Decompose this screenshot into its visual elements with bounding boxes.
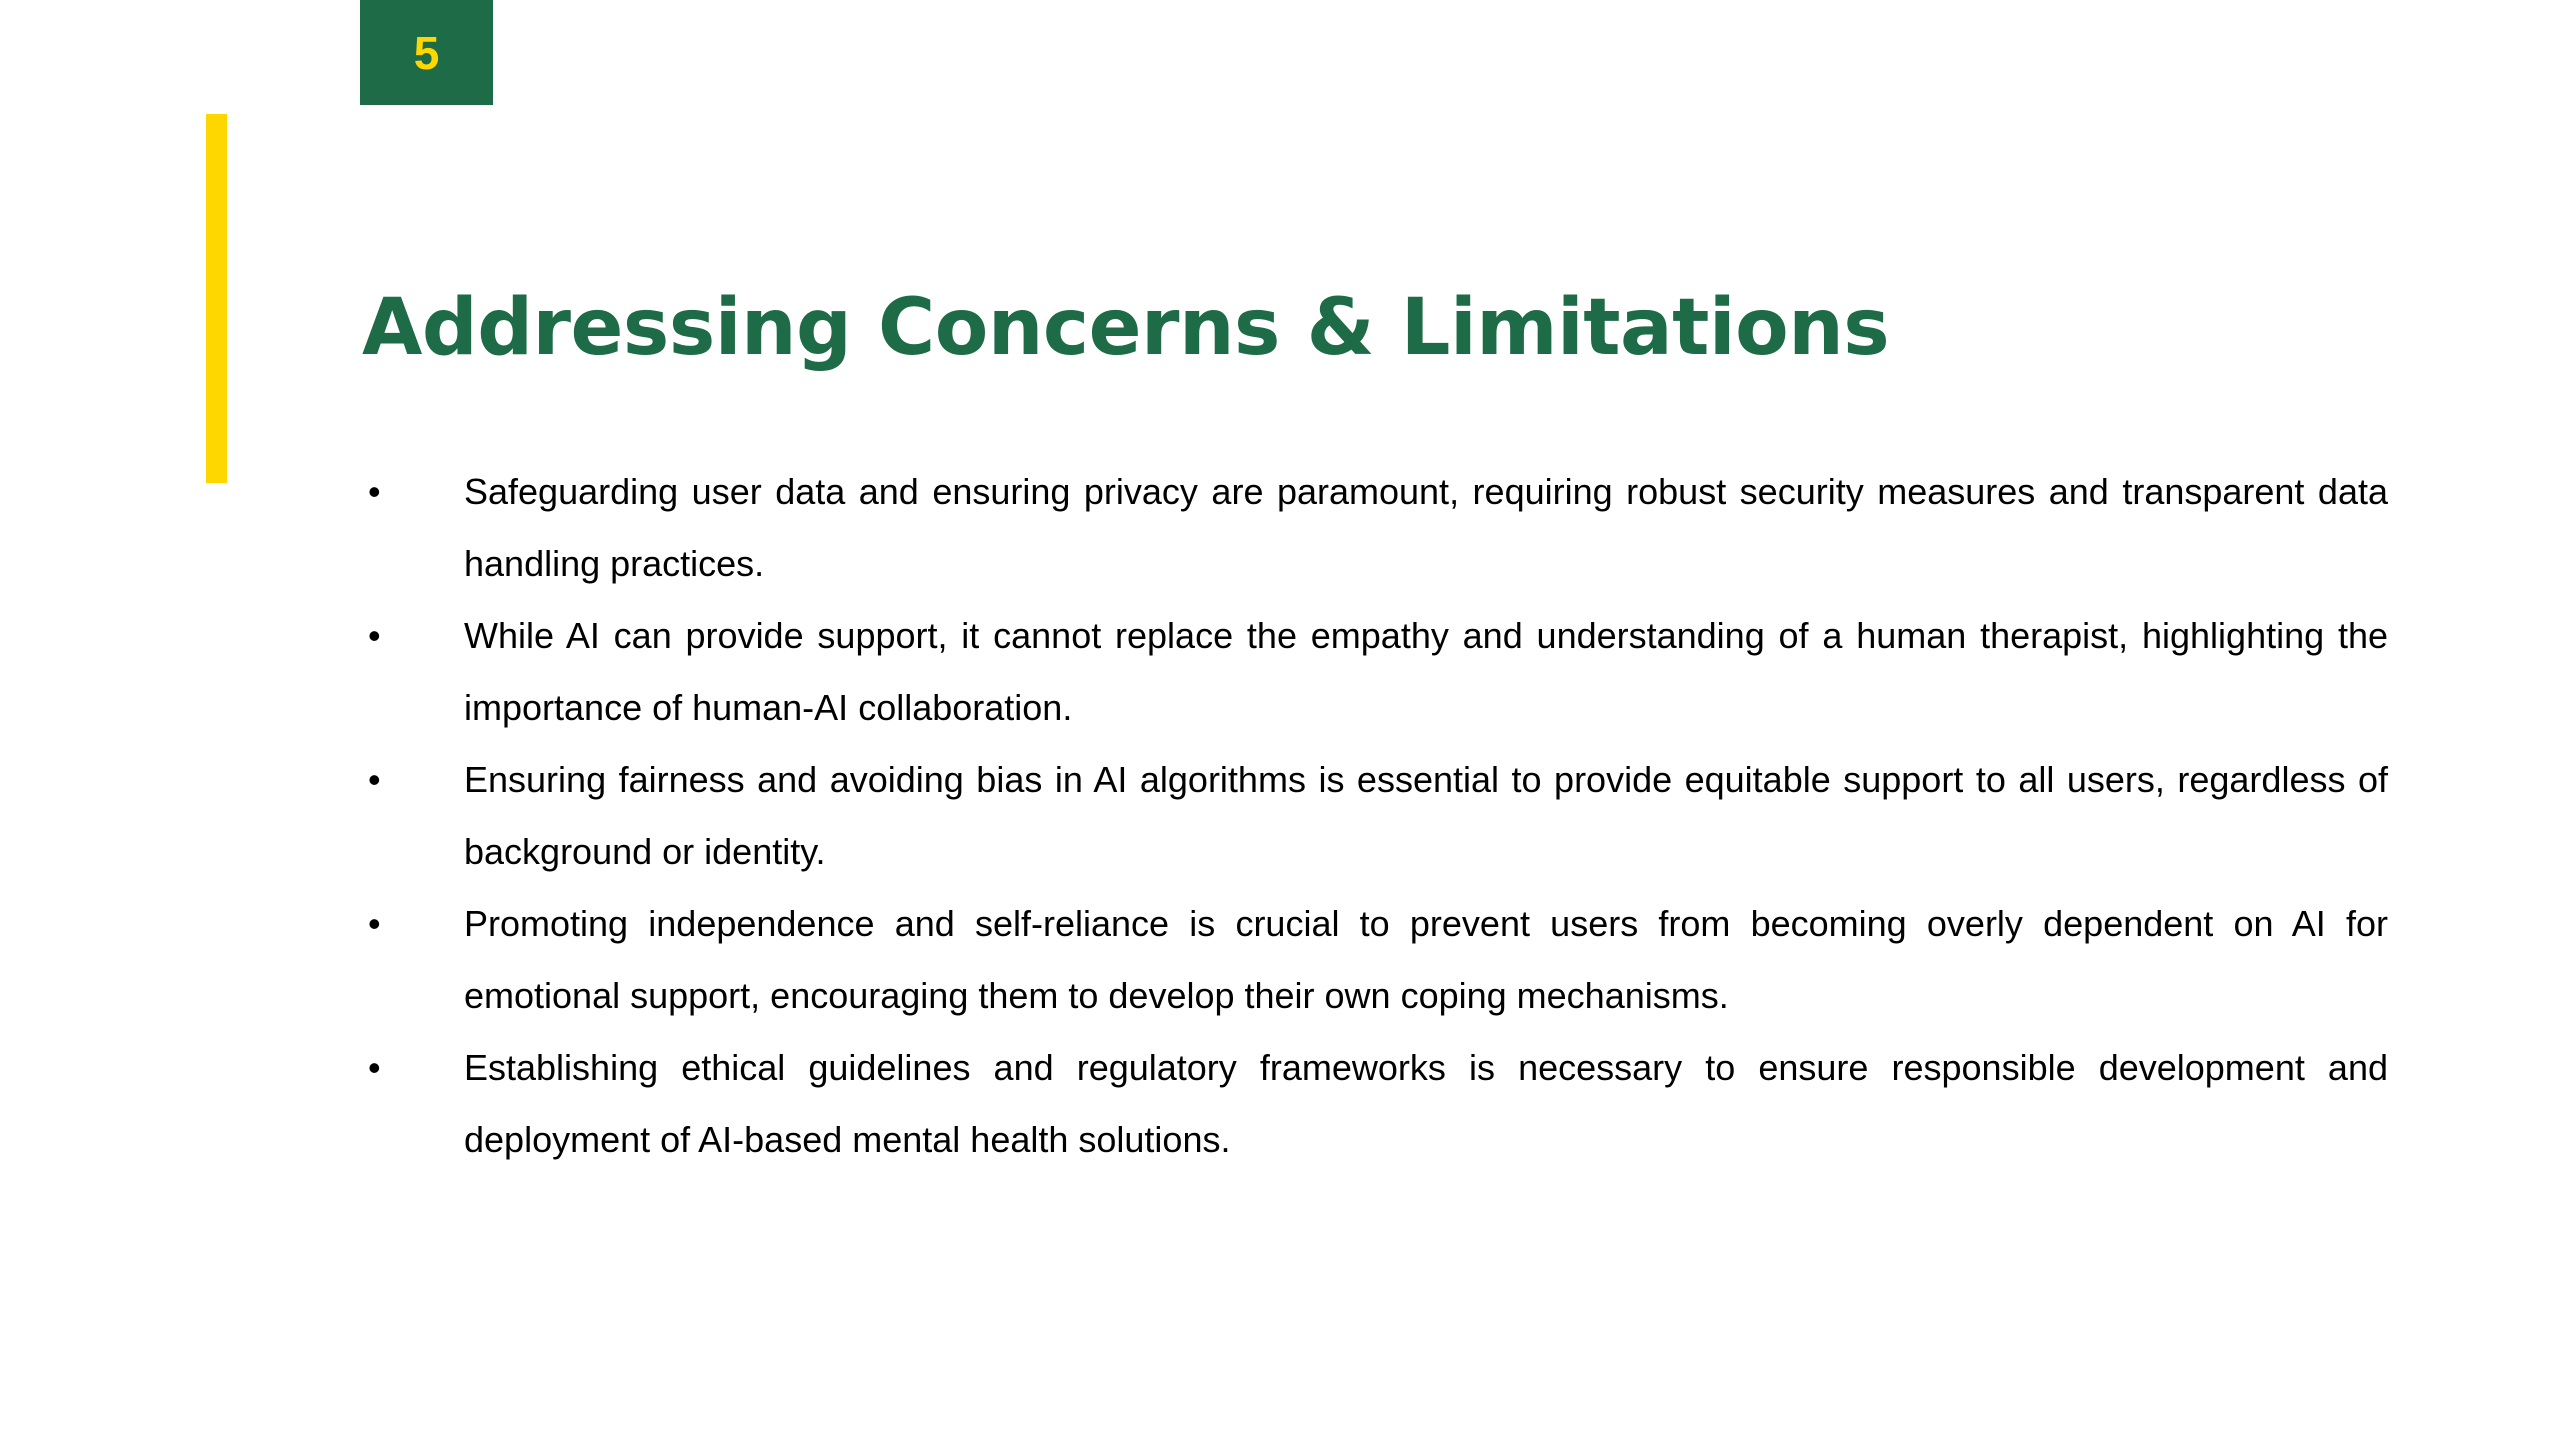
bullet-icon: •: [368, 903, 381, 944]
page-number: 5: [413, 26, 440, 79]
bullet-text: Ensuring fairness and avoiding bias in AI algorithms is essential to provide equitable support to all users, regardless of background or identity.: [464, 759, 2388, 872]
list-item: [362, 600, 2388, 744]
bullet-icon: •: [368, 759, 381, 800]
bullet-text: Safeguarding user data and ensuring privacy are paramount, requiring robust security measures and transparent data handling practices.: [464, 471, 2388, 584]
bullet-text: Establishing ethical guidelines and regulatory frameworks is necessary to ensure responsible development and deployment of AI-based mental health solutions.: [464, 1047, 2388, 1160]
page-number-badge: [360, 0, 493, 105]
list-item: [362, 456, 2388, 600]
list-item: [362, 1032, 2388, 1176]
bullet-icon: •: [368, 1047, 381, 1088]
bullet-icon: •: [368, 615, 381, 656]
slide-title: Addressing Concerns & Limitations: [362, 283, 1890, 373]
list-item: [362, 744, 2388, 888]
accent-bar: [206, 114, 227, 483]
bullet-text: While AI can provide support, it cannot replace the empathy and understanding of a human therapist, highlighting the importance of human-AI collaboration.: [464, 615, 2388, 728]
bullet-icon: •: [368, 471, 381, 512]
bullet-text: Promoting independence and self-reliance is crucial to prevent users from becoming overly dependent on AI for emotional support, encouraging them to develop their own coping mechanisms.: [464, 903, 2388, 1016]
bullet-list: [362, 456, 2388, 1176]
list-item: [362, 888, 2388, 1032]
